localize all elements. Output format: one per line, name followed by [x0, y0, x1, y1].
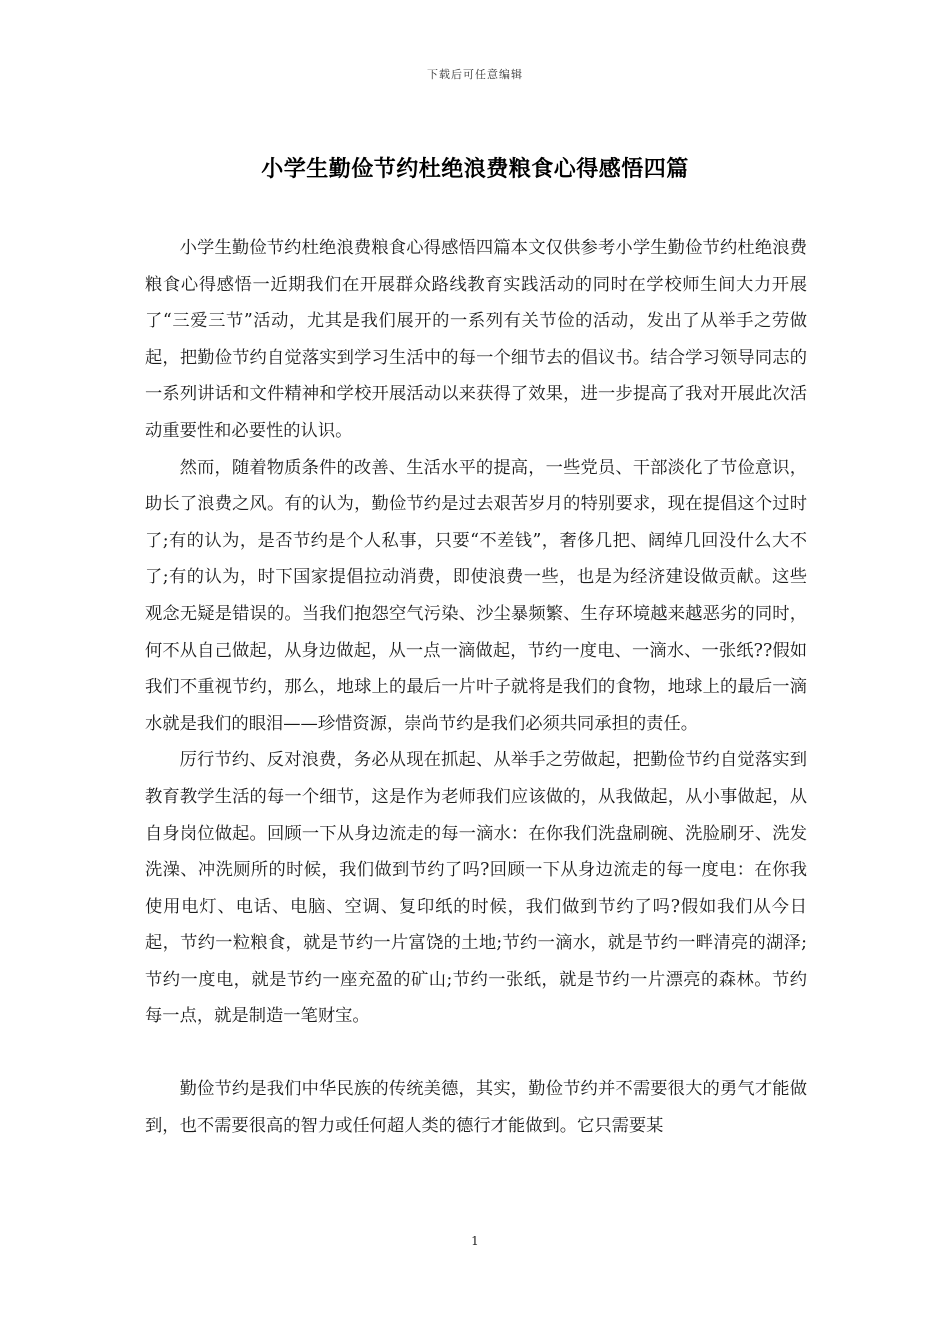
paragraph-3: 厉行节约、反对浪费，务必从现在抓起、从举手之劳做起，把勤俭节约自觉落实到教育教学生活的每一个细节，这是作为老师我们应该做的，从我做起，从小事做起，从自身岗位做起。回顾一下从身边流走的每一滴水：在你我们洗盘刷碗、洗脸刷牙、洗发洗澡、冲洗厕所的时候，我们做到节约了吗?回顾一下从身边流走的每一度电：在你我使用电灯、电话、电脑、空调、复印纸的时候，我们做到节约了吗?假如我们从今日起，节约一粒粮食，就是节约一片富饶的土地;节约一滴水，就是节约一畔清亮的湖泽;节约一度电，就是节约一座充盈的矿山;节约一张纸，就是节约一片漂亮的森林。节约每一点，就是制造一笔财宝。: [145, 750, 807, 1027]
paragraph-2: 然而，随着物质条件的改善、生活水平的提高，一些党员、干部淡化了节俭意识，助长了浪费之风。有的认为，勤俭节约是过去艰苦岁月的特别要求，现在提倡这个过时了;有的认为，是否节约是个人私事，只要“不差钱”，奢侈几把、阔绰几回没什么大不了;有的认为，时下国家提倡拉动消费，即使浪费一些，也是为经济建设做贡献。这些观念无疑是错误的。当我们抱怨空气污染、沙尘暴频繁、生存环境越来越恶劣的同时，何不从自己做起，从身边做起，从一点一滴做起，节约一度电、一滴水、一张纸??假如我们不重视节约，那么，地球上的最后一片叶子就将是我们的食物，地球上的最后一滴水就是我们的眼泪——珍惜资源，崇尚节约是我们必须共同承担的责任。: [145, 457, 807, 734]
document-body: [145, 230, 807, 1144]
page-number: 1: [471, 1234, 479, 1248]
document-title: 小学生勤俭节约杜绝浪费粮食心得感悟四篇: [261, 156, 689, 182]
paragraph-4: 勤俭节约是我们中华民族的传统美德，其实，勤俭节约并不需要很大的勇气才能做到，也不需要很高的智力或任何超人类的德行才能做到。它只需要某: [145, 1079, 807, 1136]
header-note: 下载后可任意编辑: [427, 68, 523, 81]
paragraph-1: 小学生勤俭节约杜绝浪费粮食心得感悟四篇本文仅供参考小学生勤俭节约杜绝浪费粮食心得感悟一近期我们在开展群众路线教育实践活动的同时在学校师生间大力开展了“三爱三节”活动，尤其是我们展开的一系列有关节俭的活动，发出了从举手之劳做起，把勤俭节约自觉落实到学习生活中的每一个细节去的倡议书。结合学习领导同志的一系列讲话和文件精神和学校开展活动以来获得了效果，进一步提高了我对开展此次活动重要性和必要性的认识。: [145, 238, 807, 441]
